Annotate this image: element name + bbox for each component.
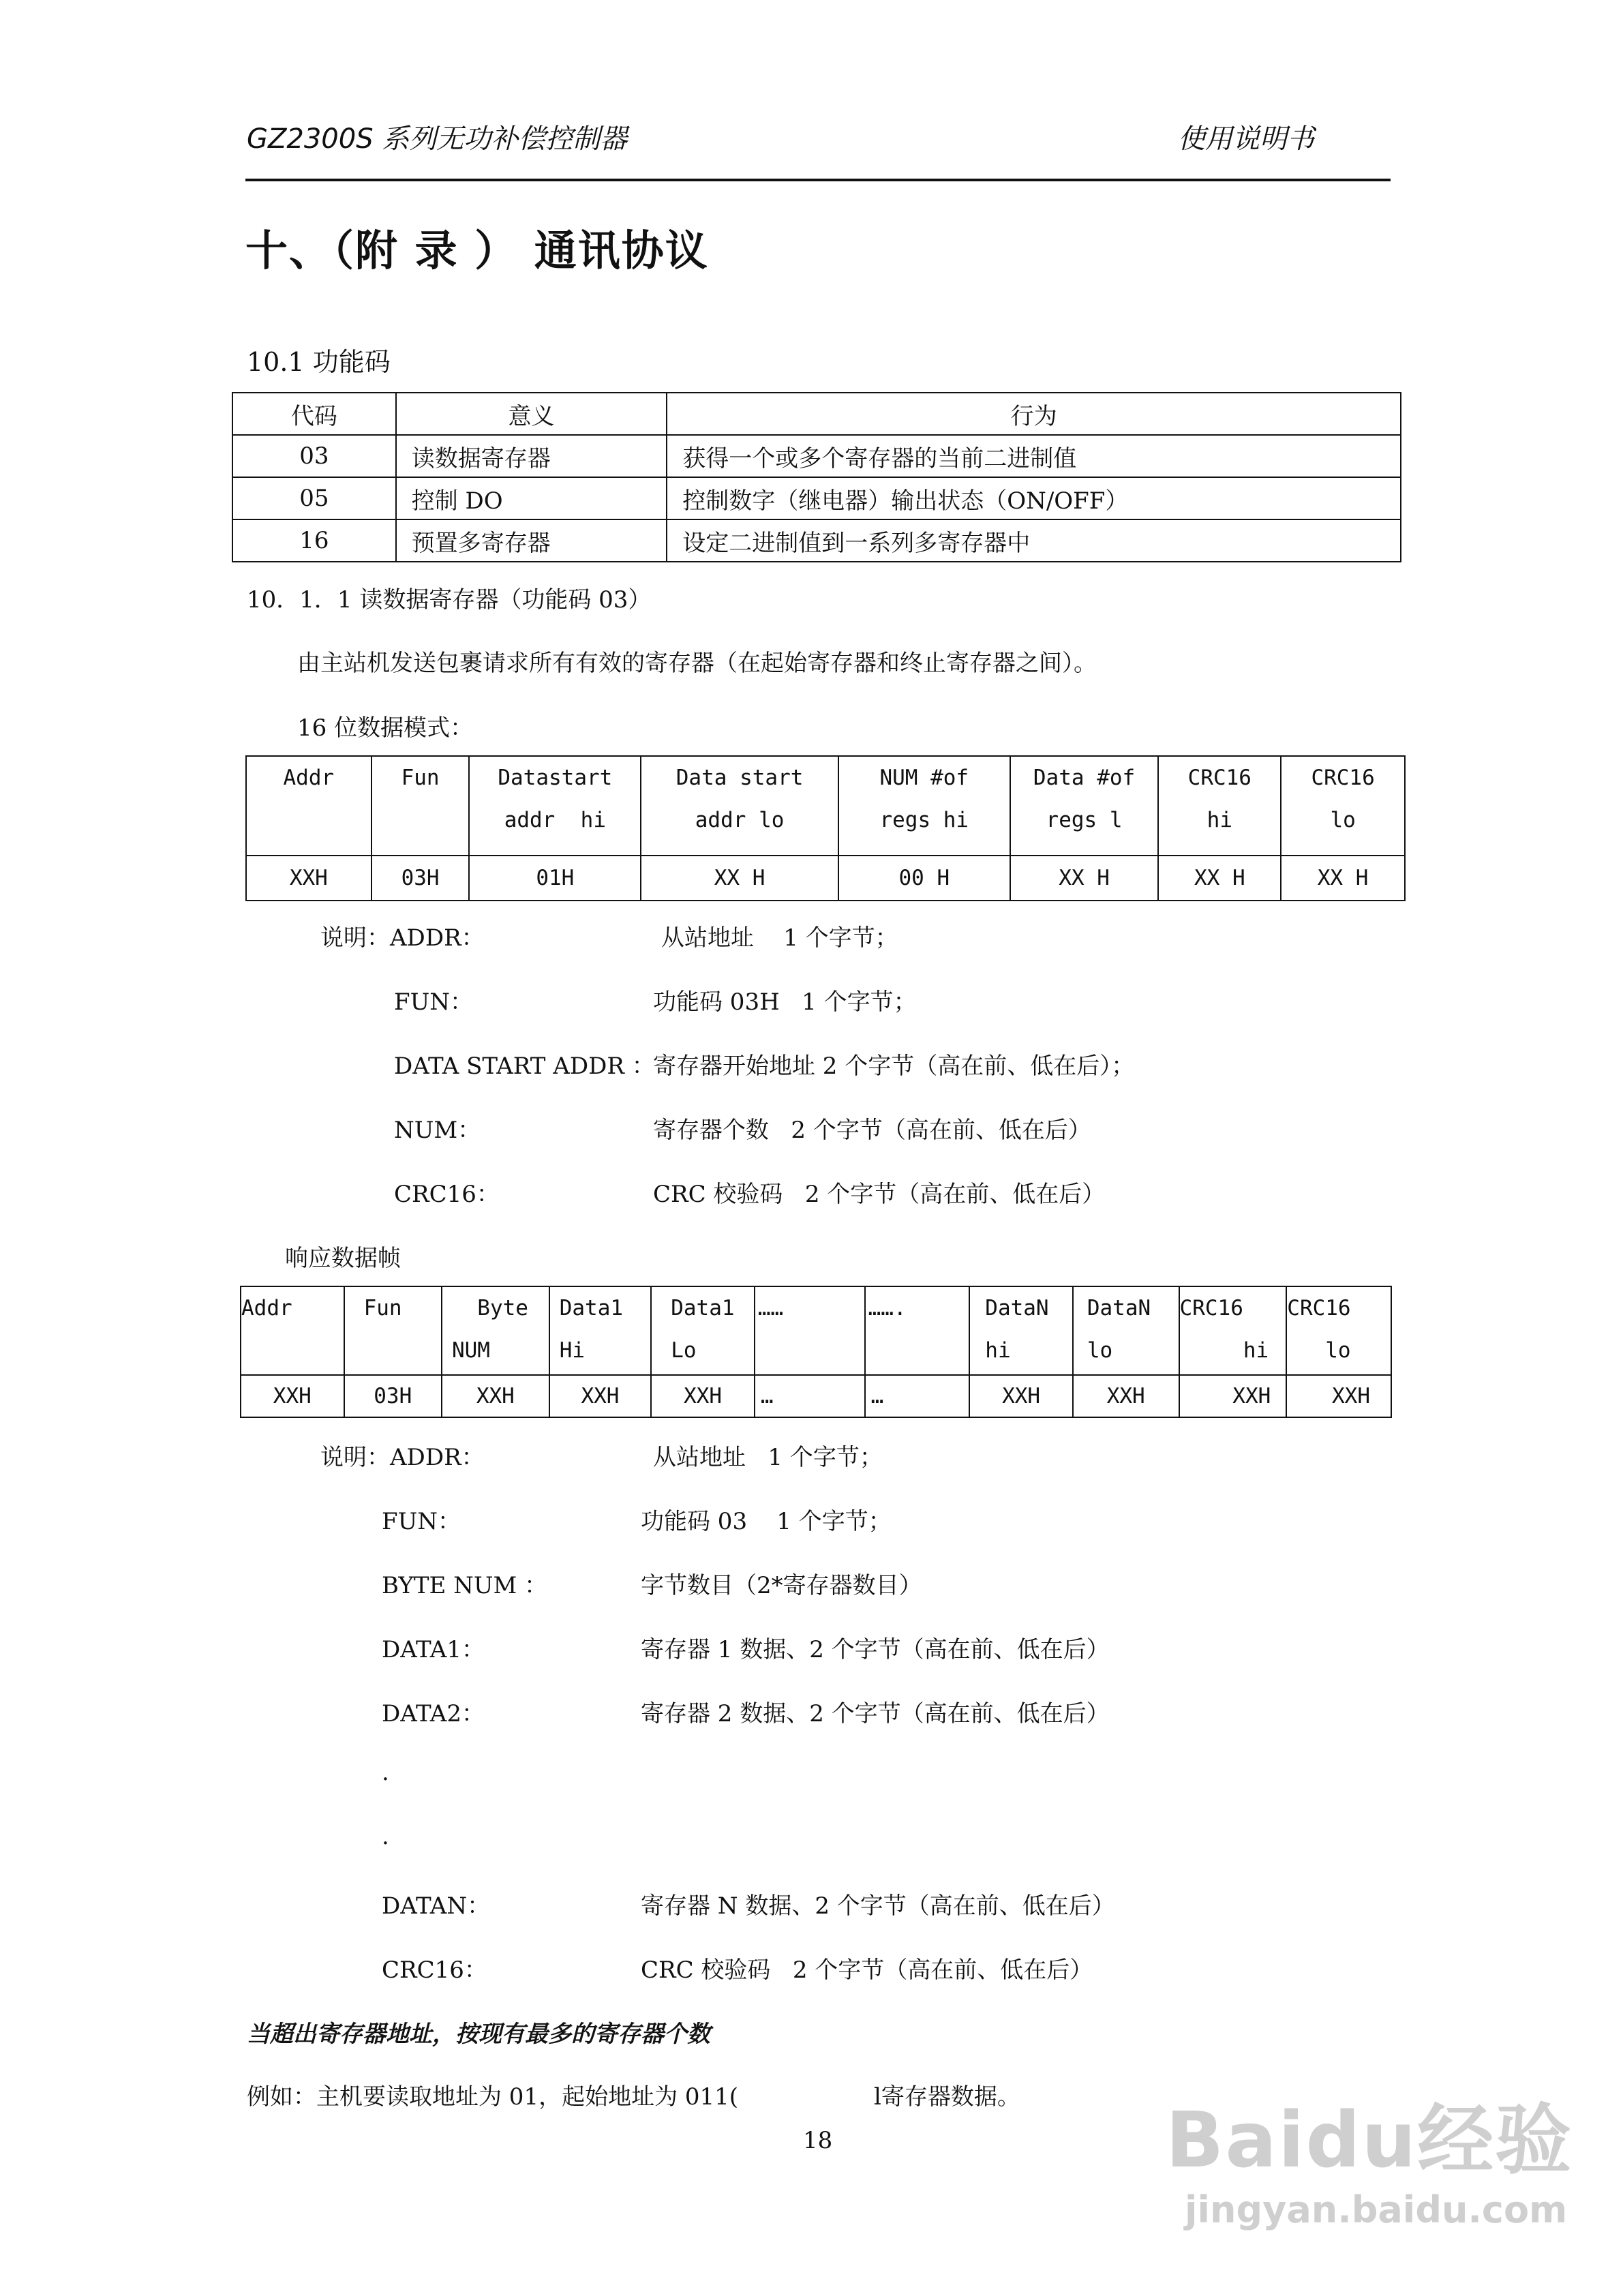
response-frame-title: 响应数据帧 xyxy=(285,1245,401,1272)
resp-header: CRC16 xyxy=(1287,1296,1351,1320)
resp-note-desc: CRC 校验码 2 个字节（高在前、低在后） xyxy=(641,1957,1093,1984)
req-note-label: CRC16： xyxy=(394,1181,500,1208)
paragraph-data-mode: 16 位数据模式： xyxy=(297,714,474,742)
req-value: 01H xyxy=(469,856,641,901)
resp-header: Data1 xyxy=(671,1296,735,1320)
resp-header: Byte xyxy=(451,1296,528,1320)
example-text-right: l寄存器数据。 xyxy=(874,2083,1020,2111)
req-header: CRC16 xyxy=(1187,766,1252,790)
resp-header: Addr xyxy=(241,1296,292,1320)
req-value: XX H xyxy=(1281,856,1405,901)
req-note-desc: 功能码 03H 1 个字节； xyxy=(653,988,917,1016)
req-header: lo xyxy=(1330,808,1356,832)
response-frame-table xyxy=(240,1286,1392,1418)
table-row xyxy=(232,477,1401,519)
req-header: addr lo xyxy=(695,808,785,832)
resp-header: CRC16 xyxy=(1179,1296,1243,1320)
req-value: XX H xyxy=(1158,856,1281,901)
resp-value: XXH xyxy=(1073,1375,1179,1417)
req-header: NUM #of xyxy=(879,766,969,790)
resp-header: Fun xyxy=(363,1296,402,1320)
resp-header: Lo xyxy=(671,1338,697,1363)
req-header: hi xyxy=(1207,808,1232,832)
req-header: Addr xyxy=(283,766,335,790)
resp-header: hi xyxy=(1179,1338,1269,1363)
resp-header: ……. xyxy=(868,1296,907,1320)
resp-header: NUM xyxy=(451,1338,490,1363)
code-cell: 05 xyxy=(232,477,396,519)
req-header: regs l xyxy=(1046,808,1123,832)
resp-header: lo xyxy=(1087,1338,1113,1363)
req-value: 00 H xyxy=(838,856,1010,901)
doc-header-right: 使用说明书 xyxy=(1178,123,1314,155)
req-value: 03H xyxy=(371,856,470,901)
table-row xyxy=(241,1375,1391,1417)
resp-value: … xyxy=(865,1375,970,1417)
resp-header: lo xyxy=(1287,1338,1351,1363)
resp-value: XXH xyxy=(549,1375,652,1417)
req-value: XXH xyxy=(246,856,371,901)
req-header: Fun xyxy=(401,766,440,790)
code-cell: 03 xyxy=(232,435,396,477)
section-heading-10-1: 10.1 功能码 xyxy=(247,347,391,377)
code-cell: 16 xyxy=(232,519,396,562)
table-header: 代码 xyxy=(232,393,396,435)
resp-value: XXH xyxy=(442,1375,549,1417)
doc-header-left: GZ2300S 系列无功补偿控制器 xyxy=(247,123,628,155)
behavior-cell: 获得一个或多个寄存器的当前二进制值 xyxy=(667,435,1401,477)
req-header: CRC16 xyxy=(1311,766,1375,790)
resp-note-desc: 从站地址 1 个字节； xyxy=(653,1444,883,1471)
req-note-label: FUN： xyxy=(394,988,473,1016)
resp-header: Hi xyxy=(559,1338,586,1363)
resp-value: XXH xyxy=(241,1375,344,1417)
resp-note-label: FUN： xyxy=(382,1508,461,1535)
resp-note-label: BYTE NUM ： xyxy=(382,1572,548,1599)
resp-note-label: . xyxy=(382,1759,389,1786)
req-note-label: 说明：ADDR： xyxy=(320,924,485,952)
resp-note-desc: 寄存器 1 数据、2 个字节（高在前、低在后） xyxy=(641,1636,1110,1663)
header-rule xyxy=(245,179,1391,181)
resp-value: XXH xyxy=(651,1375,755,1417)
resp-note-label: DATA2： xyxy=(382,1700,485,1727)
resp-note-desc: 寄存器 2 数据、2 个字节（高在前、低在后） xyxy=(641,1700,1110,1727)
table-row xyxy=(232,435,1401,477)
req-note-label: NUM： xyxy=(394,1117,481,1144)
function-code-table xyxy=(232,392,1401,562)
table-row xyxy=(246,856,1405,901)
req-note-desc: CRC 校验码 2 个字节（高在前、低在后） xyxy=(653,1181,1106,1208)
behavior-cell: 控制数字（继电器）输出状态（ON/OFF） xyxy=(667,477,1401,519)
resp-note-label: DATA1： xyxy=(382,1636,485,1663)
req-note-label: DATA START ADDR ： xyxy=(394,1053,655,1080)
resp-value: XXH xyxy=(969,1375,1073,1417)
resp-header: Data1 xyxy=(559,1296,624,1320)
table-row xyxy=(232,519,1401,562)
resp-note-label: DATAN： xyxy=(382,1892,491,1920)
meaning-cell: 控制 DO xyxy=(396,477,667,519)
resp-note-label: . xyxy=(382,1823,389,1850)
resp-value: XXH xyxy=(1179,1375,1287,1417)
resp-note-desc: 寄存器 N 数据、2 个字节（高在前、低在后） xyxy=(641,1892,1115,1920)
resp-header: DataN xyxy=(1087,1296,1151,1320)
req-header: Data #of xyxy=(1033,766,1136,790)
request-frame-table xyxy=(245,755,1406,901)
page-number: 18 xyxy=(803,2127,833,2154)
resp-value: 03H xyxy=(344,1375,442,1417)
req-header: regs hi xyxy=(879,808,969,832)
behavior-cell: 设定二进制值到一系列多寄存器中 xyxy=(667,519,1401,562)
resp-note-label: CRC16： xyxy=(382,1957,487,1984)
req-header: addr hi xyxy=(504,808,606,832)
resp-note-desc: 功能码 03 1 个字节； xyxy=(641,1508,892,1535)
req-note-desc: 寄存器开始地址 2 个字节（高在前、低在后）； xyxy=(653,1053,1135,1080)
resp-note-desc: 字节数目（2*寄存器数目） xyxy=(641,1572,922,1599)
page-title: 十、（附 录 ） 通讯协议 xyxy=(245,226,709,275)
meaning-cell: 读数据寄存器 xyxy=(396,435,667,477)
watermark-brand: Baidu经验 xyxy=(1166,2096,1573,2185)
resp-value: … xyxy=(755,1375,865,1417)
meaning-cell: 预置多寄存器 xyxy=(396,519,667,562)
resp-note-label: 说明：ADDR： xyxy=(320,1444,485,1471)
resp-header: hi xyxy=(985,1338,1011,1363)
req-header: Data start xyxy=(676,766,804,790)
resp-value: XXH xyxy=(1286,1375,1391,1417)
resp-header: …… xyxy=(757,1296,784,1320)
resp-header: DataN xyxy=(985,1296,1049,1320)
watermark-url: jingyan.baidu.com xyxy=(1185,2188,1568,2231)
req-header: Datastart xyxy=(498,766,613,790)
req-value: XX H xyxy=(641,856,838,901)
bold-note: 当超出寄存器地址，按现有最多的寄存器个数 xyxy=(247,2021,710,2048)
example-text-left: 例如：主机要读取地址为 01，起始地址为 011( xyxy=(247,2083,739,2111)
paragraph-request: 由主站机发送包裹请求所有有效的寄存器（在起始寄存器和终止寄存器之间）。 xyxy=(297,650,1097,677)
req-note-desc: 从站地址 1 个字节； xyxy=(661,924,898,952)
table-header: 行为 xyxy=(667,393,1401,435)
table-header: 意义 xyxy=(396,393,667,435)
req-value: XX H xyxy=(1010,856,1159,901)
section-heading-10-1-1: 10．1．1 读数据寄存器（功能码 03） xyxy=(247,586,652,614)
req-note-desc: 寄存器个数 2 个字节（高在前、低在后） xyxy=(653,1117,1091,1144)
